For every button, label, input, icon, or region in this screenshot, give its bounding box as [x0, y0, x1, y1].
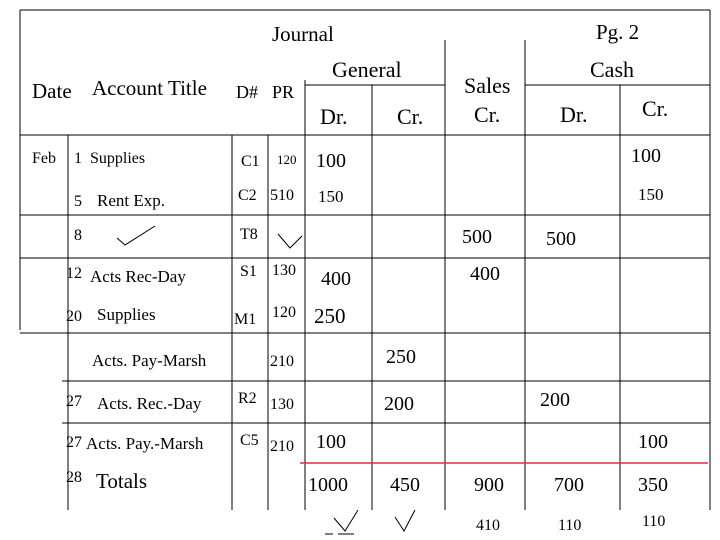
entry-cash-cr: 100 — [631, 145, 661, 167]
entry-doc: M1 — [234, 311, 257, 328]
entry-general-dr: 250 — [314, 304, 346, 328]
entry-general-cr: 200 — [384, 393, 414, 415]
totals-label: Totals — [96, 469, 148, 493]
posting-ref-cash-cr: 110 — [642, 513, 666, 530]
entry-cash-cr: 100 — [638, 431, 668, 453]
total-general-dr: 1000 — [308, 474, 348, 496]
cash-dr-header: Dr. — [560, 102, 588, 127]
date-column-header: Date — [32, 79, 72, 103]
checkmark-icon — [334, 510, 358, 531]
checkmark-icon — [395, 510, 415, 531]
entry-day: 12 — [66, 265, 82, 282]
entry-doc: C5 — [240, 432, 259, 449]
posting-ref-sales: 410 — [476, 517, 500, 534]
entry-account: Acts. Pay-Marsh — [92, 351, 207, 370]
entry-month: Feb — [32, 150, 56, 167]
entry-day: 20 — [66, 308, 82, 325]
entry-pr: 120 — [277, 152, 297, 167]
entry-general-cr: 250 — [386, 346, 416, 368]
page-number: Pg. 2 — [596, 20, 640, 44]
total-cash-dr: 700 — [554, 474, 584, 496]
cash-cr-header: Cr. — [642, 96, 669, 121]
totals-day: 28 — [66, 469, 82, 486]
entry-account: Acts Rec-Day — [90, 267, 186, 286]
post-ref-column-header: PR — [272, 82, 295, 102]
entry-pr: 130 — [272, 262, 296, 279]
entry-doc: T8 — [240, 226, 258, 243]
entry-pr: 510 — [270, 187, 294, 204]
cash-column-header: Cash — [590, 57, 634, 82]
entry-day: 27 — [66, 393, 82, 410]
sales-column-header: Sales — [464, 73, 511, 98]
entry-pr: 130 — [270, 396, 294, 413]
checkmark-icon — [278, 234, 302, 248]
entry-pr: 210 — [270, 353, 294, 370]
entry-doc: S1 — [240, 263, 257, 280]
entry-doc: C1 — [241, 153, 260, 170]
entry-account: Supplies — [90, 150, 146, 167]
entry-sales-cr: 500 — [462, 226, 492, 248]
checkmark-icon — [117, 226, 155, 245]
entry-general-dr: 100 — [316, 150, 346, 172]
sales-cr-header: Cr. — [474, 102, 501, 127]
entry-pr: 120 — [272, 304, 296, 321]
entry-day: 8 — [74, 227, 82, 244]
entry-day: 27 — [66, 434, 82, 451]
entry-general-dr: 100 — [316, 431, 346, 453]
total-cash-cr: 350 — [638, 474, 668, 496]
entry-general-dr: 150 — [318, 187, 344, 206]
total-general-cr: 450 — [390, 474, 420, 496]
entry-day: 1 — [74, 150, 82, 167]
entry-account: Acts. Rec.-Day — [97, 394, 202, 413]
account-title-column-header: Account Title — [92, 76, 207, 100]
entry-general-dr: 400 — [321, 268, 351, 290]
entry-account: Acts. Pay.-Marsh — [86, 434, 204, 453]
entry-cash-cr: 150 — [638, 185, 664, 204]
entry-day: 5 — [74, 193, 82, 210]
entry-cash-dr: 500 — [546, 228, 576, 250]
general-cr-header: Cr. — [397, 104, 424, 129]
entry-sales-cr: 400 — [470, 263, 500, 285]
entry-account: Supplies — [97, 305, 156, 324]
general-column-header: General — [332, 57, 402, 82]
entry-pr: 210 — [270, 438, 294, 455]
posting-ref-cash-dr: 110 — [558, 517, 582, 534]
entry-doc: C2 — [238, 187, 257, 204]
journal-title: Journal — [272, 22, 334, 46]
entry-account: Rent Exp. — [97, 191, 165, 210]
doc-number-column-header: D# — [236, 82, 258, 102]
general-dr-header: Dr. — [320, 104, 348, 129]
entry-doc: R2 — [238, 390, 257, 407]
entry-cash-dr: 200 — [540, 389, 570, 411]
total-sales-cr: 900 — [474, 474, 504, 496]
